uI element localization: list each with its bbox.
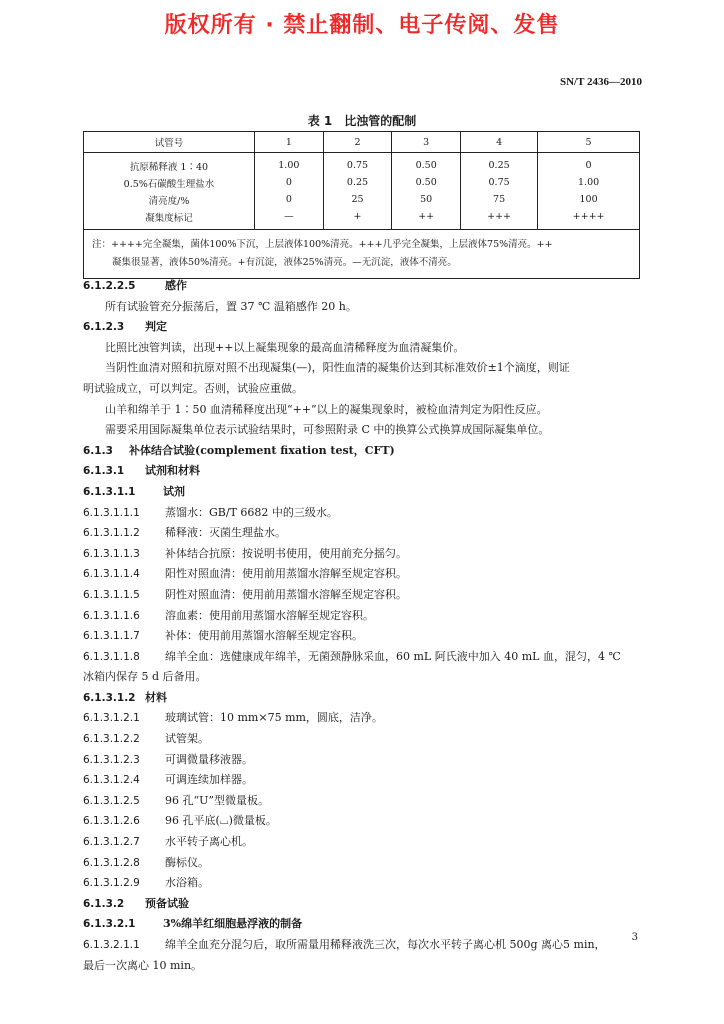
item-text: 稀释液：灭菌生理盐水。 [165, 526, 286, 540]
section-number: 6.1.3.1.1 [83, 485, 136, 498]
item-text: 绵羊全血充分混匀后，取所需量用稀释液洗三次，每次水平转子离心机 500g 离心5 min， [165, 938, 606, 951]
section-title: 感作 [165, 279, 187, 292]
list-item [83, 832, 643, 853]
item-number: 6.1.3.1.1.8 [83, 650, 140, 663]
header-cell: 1 [255, 132, 324, 153]
section-title: 判定 [145, 320, 167, 334]
list-item [83, 523, 643, 544]
table-cell: 0.50 [392, 153, 461, 175]
item-number: 6.1.3.1.1.3 [83, 547, 140, 560]
section-heading [83, 894, 643, 915]
turbidity-table-container [83, 131, 640, 279]
table-cell: 0 [585, 160, 592, 171]
table-cell: 0 [255, 191, 324, 208]
row-label: 0.5%石碳酸生理盐水 [84, 174, 255, 191]
item-number: 6.1.3.1.2.7 [83, 836, 140, 849]
section-title: 材料 [145, 690, 167, 704]
paragraph-line: 所有试验管充分振荡后，置 37 ℃ 温箱感作 20 h。 [105, 299, 357, 313]
table-cell: 1.00 [255, 153, 324, 175]
item-number: 6.1.3.1.2.1 [83, 712, 140, 725]
section-number: 6.1.3.2.1 [83, 918, 136, 931]
list-item [83, 935, 643, 956]
table-note-line: 注：++++完全凝集，菌体100%下沉，上层液体100%清亮。+++几乎完全凝集，上层液体75%清亮。++ [92, 239, 553, 250]
list-item [83, 853, 643, 874]
table-cell: +++ [461, 208, 538, 230]
table-cell: 0.75 [461, 174, 538, 191]
table-cell: 0 [255, 174, 324, 191]
item-number: 6.1.3.1.2.5 [83, 794, 140, 807]
list-item [83, 770, 643, 791]
item-number: 6.1.3.1.1.4 [83, 568, 140, 581]
section-title: 3%绵羊红细胞悬浮液的制备 [163, 917, 303, 931]
section-number: 6.1.3.1.2 [83, 691, 136, 704]
item-text: 阴性对照血清：使用前用蒸馏水溶解至规定容积。 [165, 587, 407, 601]
paragraph-line: 山羊和绵羊于 1∶50 血清稀释度出现“++”以上的凝集现象时，被检血清判定为阳性反应。 [105, 402, 548, 416]
list-item [83, 647, 643, 668]
list-item [83, 585, 643, 606]
table-cell: 0.75 [323, 153, 392, 175]
section-title: 试剂和材料 [145, 464, 200, 478]
header-cell: 5 [538, 132, 640, 153]
item-text: 可调连续加样器。 [165, 773, 253, 787]
section-number: 6.1.2.2.5 [83, 280, 136, 292]
table-cell: ++++ [572, 211, 605, 222]
item-number: 6.1.3.2.1.1 [83, 939, 140, 951]
row-label: 凝集度标记 [84, 208, 255, 230]
section-heading [83, 276, 643, 297]
table-cell: 0.25 [461, 153, 538, 175]
header-cell: 3 [392, 132, 461, 153]
table-row [84, 153, 640, 175]
section-title: 试剂 [163, 484, 185, 498]
item-text: 试管架。 [165, 732, 209, 746]
header-cell: 试管号 [84, 132, 255, 153]
table-cell: 1.00 [578, 177, 600, 188]
paragraph-line: 需要采用国际凝集单位表示试验结果时，可参照附录 C 中的换算公式换算成国际凝集单位。 [105, 423, 550, 437]
header-cell: 4 [461, 132, 538, 153]
list-item [83, 626, 643, 647]
turbidity-table [83, 131, 640, 279]
table-note-row [84, 230, 640, 279]
list-item [83, 606, 643, 627]
list-item [83, 503, 643, 524]
list-item [83, 873, 643, 894]
table-row [84, 174, 640, 191]
paragraph-line: 当阴性血清对照和抗原对照不出现凝集(—)，阳性血清的凝集价达到其标准效价±1个滴度，则证 [105, 361, 570, 375]
item-number: 6.1.3.1.1.7 [83, 630, 140, 643]
section-number: 6.1.3.2 [83, 897, 125, 910]
section-title: 补体结合试验(complement fixation test，CFT) [129, 443, 395, 457]
table-row [84, 191, 640, 208]
table-cell: 0.25 [323, 174, 392, 191]
section-heading [83, 688, 643, 709]
item-text: 补体结合抗原：按说明书使用，使用前充分摇匀。 [165, 546, 407, 560]
item-text: 蒸馏水：GB/T 6682 中的三级水。 [165, 505, 338, 519]
item-text: 水浴箱。 [165, 876, 209, 890]
item-number: 6.1.3.1.2.8 [83, 856, 140, 869]
paragraph-line: 冰箱内保存 5 d 后备用。 [83, 670, 207, 684]
item-text: 水平转子离心机。 [165, 835, 253, 849]
section-number: 6.1.2.3 [83, 321, 125, 334]
item-text: 玻璃试管：10 mm×75 mm，圆底，洁净。 [165, 711, 383, 725]
table-cell: 100 [579, 194, 598, 205]
item-text: 绵羊全血：选健康成年绵羊，无菌颈静脉采血，60 mL 阿氏液中加入 40 mL 血，混匀，4 ℃ [165, 649, 621, 663]
table-cell: 75 [461, 191, 538, 208]
item-number: 6.1.3.1.2.3 [83, 753, 140, 766]
table-cell: ++ [392, 208, 461, 230]
table-cell: 25 [323, 191, 392, 208]
item-number: 6.1.3.1.1.5 [83, 588, 140, 601]
item-number: 6.1.3.1.1.2 [83, 527, 140, 540]
section-heading [83, 461, 643, 482]
item-number: 6.1.3.1.2.2 [83, 733, 140, 746]
table-note-line: 凝集很显著，液体50%清亮。+有沉淀，液体25%清亮。—无沉淀，液体不清亮。 [112, 257, 457, 268]
table-cell: + [323, 208, 392, 230]
section-title: 预备试验 [145, 896, 189, 910]
item-number: 6.1.3.1.2.6 [83, 815, 140, 828]
section-heading [83, 441, 643, 462]
item-number: 6.1.3.1.2.4 [83, 774, 140, 787]
item-text: 96 孔平底(⌴)微量板。 [165, 814, 277, 828]
section-heading [83, 482, 643, 503]
item-text: 可调微量移液器。 [165, 752, 253, 766]
table-header-row [84, 132, 640, 153]
section-heading [83, 914, 643, 935]
item-text: 酶标仪。 [165, 855, 209, 869]
paragraph-line: 最后一次离心 10 min。 [83, 958, 203, 972]
section-heading [83, 317, 643, 338]
table-row [84, 208, 640, 230]
document-body [83, 276, 643, 976]
item-text: 补体：使用前用蒸馏水溶解至规定容积。 [165, 629, 363, 643]
list-item [83, 791, 643, 812]
table-title: 表 1 比浊管的配制 [307, 114, 417, 128]
list-item [83, 708, 643, 729]
standard-code: SN/T 2436—2010 [559, 76, 642, 88]
table-cell: 50 [392, 191, 461, 208]
list-item [83, 750, 643, 771]
row-label: 抗原稀释液 1∶40 [84, 153, 255, 175]
page-number: 3 [631, 932, 638, 943]
item-number: 6.1.3.1.2.9 [83, 877, 140, 890]
paragraph-line: 明试验成立，可以判定。否则，试验应重做。 [83, 381, 303, 395]
copyright-banner: 版权所有 · 禁止翻制、电子传阅、发售 [164, 13, 560, 38]
item-text: 96 孔“U”型微量板。 [165, 793, 270, 807]
table-note [84, 230, 640, 279]
section-number: 6.1.3.1 [83, 465, 125, 478]
table-cell: 0.50 [392, 174, 461, 191]
list-item [83, 544, 643, 565]
item-number: 6.1.3.1.1.6 [83, 609, 140, 622]
item-number: 6.1.3.1.1.1 [83, 506, 140, 519]
row-label: 清亮度/% [84, 191, 255, 208]
list-item [83, 729, 643, 750]
paragraph-line: 比照比浊管判读，出现++以上凝集现象的最高血清稀释度为血清凝集价。 [105, 340, 465, 354]
item-text: 阳性对照血清：使用前用蒸馏水溶解至规定容积。 [165, 567, 407, 581]
list-item [83, 564, 643, 585]
header-cell: 2 [323, 132, 392, 153]
list-item [83, 811, 643, 832]
item-text: 溶血素：使用前用蒸馏水溶解至规定容积。 [165, 608, 374, 622]
table-cell: — [255, 208, 324, 230]
section-number: 6.1.3 [83, 444, 113, 457]
